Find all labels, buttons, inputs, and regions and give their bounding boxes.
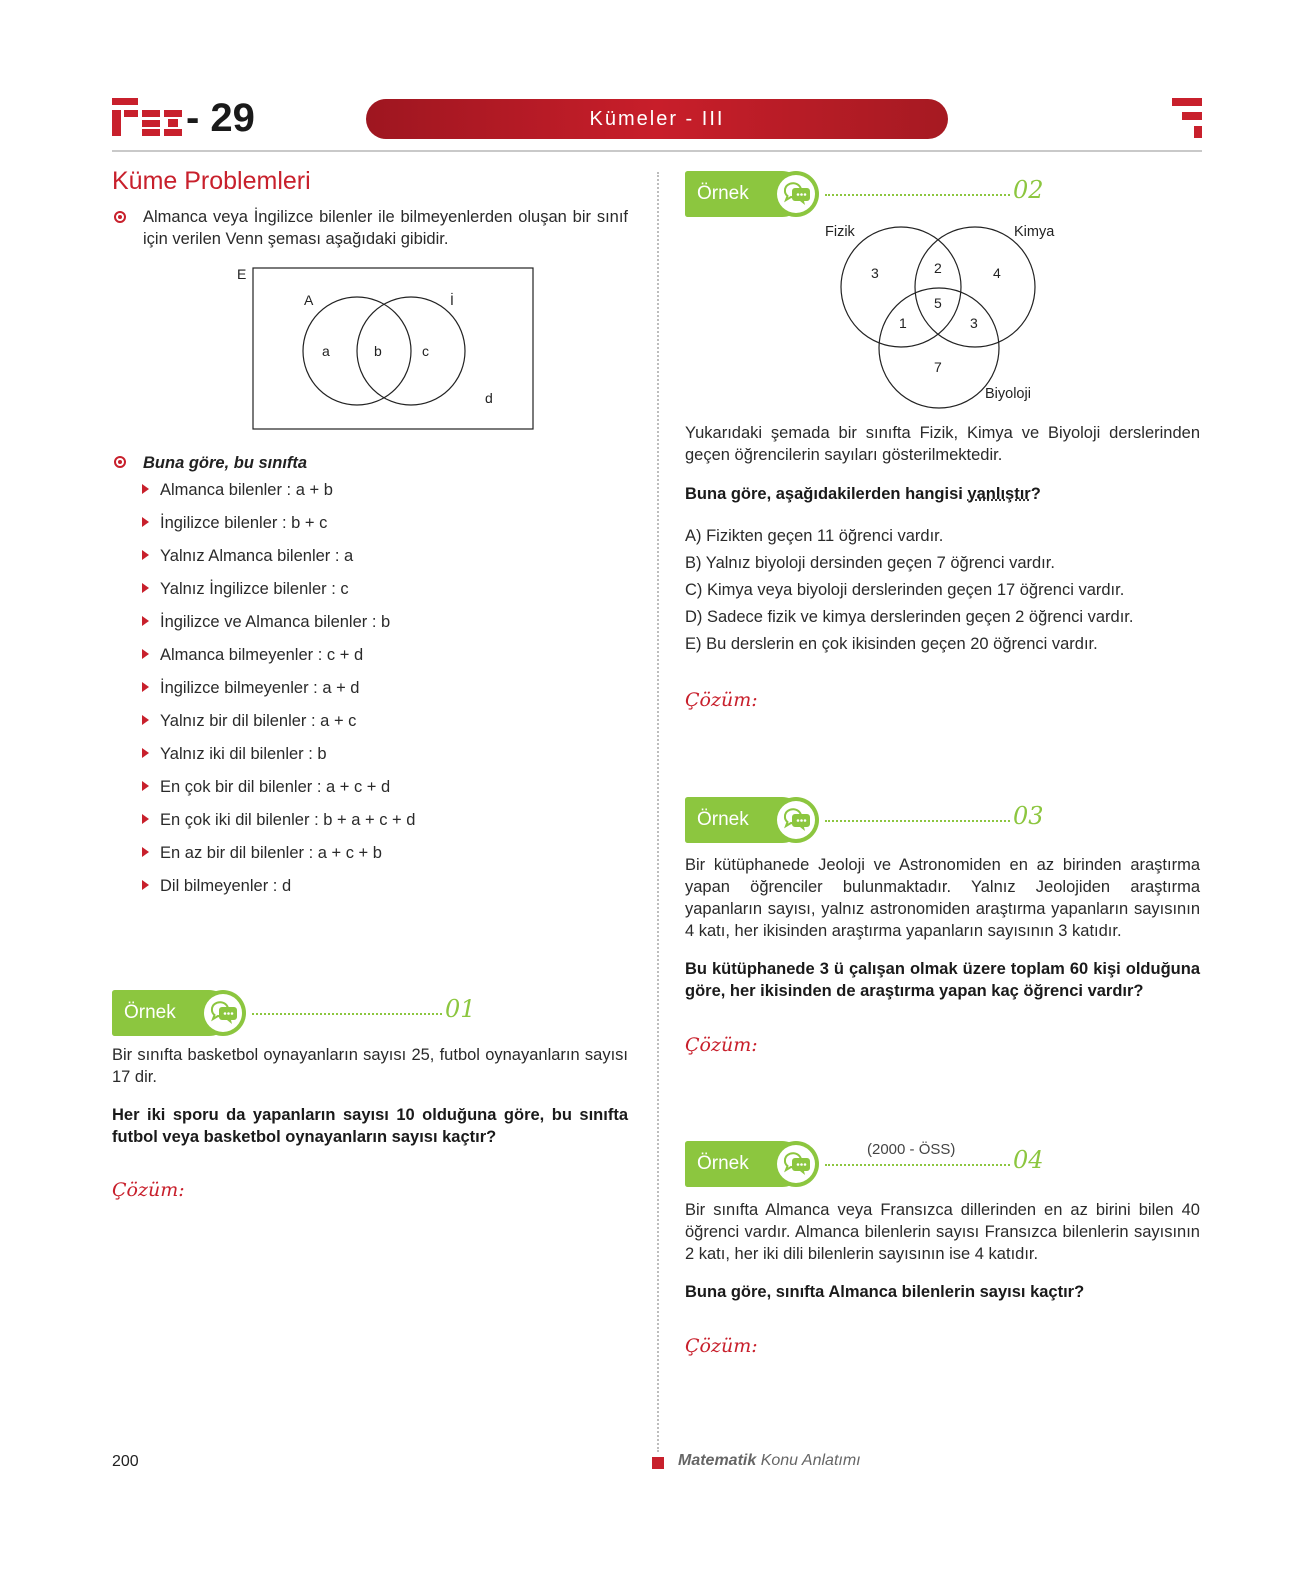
example-03-text: Bir kütüphanede Jeoloji ve Astronomiden en az birinden araştırma yapan öğrenciler bulunmaktadır. Yalnız Jeolojiden araştırma yapanların sayısı, yalnız astronomiden araştırma yapanların sayısının 4 katı, her ikisinden araştırma yapanların sayısının 3 katıdır.: [685, 856, 1200, 940]
venn-diagram-languages: [236, 263, 536, 433]
triangle-bullet-icon: [142, 781, 149, 791]
ornek-badge-03: [685, 797, 820, 843]
faz-logo: [112, 98, 182, 136]
example-number: 01: [445, 995, 476, 1023]
book-title: Matematik Konu Anlatımı: [678, 1452, 861, 1469]
list-heading: Buna göre, bu sınıfta: [143, 454, 308, 472]
example-01-question: Her iki sporu da yapanların sayısı 10 olduğuna göre, bu sınıfta futbol veya basketbol oynayanların sayısı kaçtır?: [112, 1106, 628, 1146]
triangle-bullet-icon: [142, 649, 149, 659]
region-fizik-biyoloji: 1: [899, 315, 907, 331]
label-kimya: Kimya: [1014, 224, 1055, 240]
example-02-question: Buna göre, aşağıdakilerden hangisi yanlıştır?: [685, 485, 1041, 503]
example-01-text: Bir sınıfta basketbol oynayanların sayısı 25, futbol oynayanların sayısı 17 dir.: [112, 1046, 628, 1086]
venn-diagram-subjects: [815, 220, 1055, 410]
speech-bubble-icon: [781, 179, 811, 209]
speech-bubble-icon: [208, 998, 238, 1028]
venn-label-a: A: [304, 292, 314, 308]
speech-bubble-icon: [781, 1149, 811, 1179]
venn-region-b: b: [374, 343, 382, 359]
triangle-bullet-icon: [142, 517, 149, 527]
option-b: B) Yalnız biyoloji dersinden geçen 7 öğrenci vardır.: [685, 554, 1055, 572]
region-only-fizik: 3: [871, 265, 879, 281]
dotted-leader: [825, 194, 1010, 196]
example-number: 04: [1013, 1146, 1044, 1174]
ornek-badge-04: [685, 1141, 820, 1187]
venn-region-a: a: [322, 343, 330, 359]
venn-label-e: E: [237, 266, 247, 282]
label-fizik: Fizik: [825, 224, 855, 240]
ornek-label: Örnek: [697, 1153, 749, 1174]
region-only-biyoloji: 7: [934, 359, 942, 375]
triangle-bullet-icon: [142, 847, 149, 857]
ornek-label: Örnek: [124, 1002, 176, 1023]
list-item: En çok bir dil bilenler : a + c + d: [142, 778, 390, 797]
region-fizik-kimya: 2: [934, 260, 942, 276]
dotted-leader: [825, 1164, 1010, 1166]
triangle-bullet-icon: [142, 550, 149, 560]
exam-source: (2000 - ÖSS): [867, 1141, 956, 1158]
region-all-three: 5: [934, 295, 942, 311]
list-item: Almanca bilmeyenler : c + d: [142, 646, 363, 665]
list-item: Yalnız İngilizce bilenler : c: [142, 580, 349, 599]
list-item: İngilizce bilmeyenler : a + d: [142, 679, 359, 698]
intro-text: Almanca veya İngilizce bilenler ile bilmeyenlerden oluşan bir sınıf için verilen Venn şeması aşağıdaki gibidir.: [143, 208, 628, 248]
list-item: Dil bilmeyenler : d: [142, 877, 291, 896]
page-number: 200: [112, 1453, 139, 1470]
lesson-number: - 29: [186, 96, 255, 140]
triangle-bullet-icon: [142, 682, 149, 692]
footer-square-icon: [652, 1457, 664, 1469]
emphasis-word: yanlıştır: [967, 485, 1031, 503]
ornek-badge-01: [112, 990, 247, 1036]
ornek-label: Örnek: [697, 183, 749, 204]
example-04-question: Buna göre, sınıfta Almanca bilenlerin sayısı kaçtır?: [685, 1283, 1085, 1301]
list-item: Yalnız iki dil bilenler : b: [142, 745, 327, 764]
section-title: Küme Problemleri: [112, 167, 311, 195]
label-biyoloji: Biyoloji: [985, 386, 1031, 402]
solution-label: Çözüm:: [685, 1335, 758, 1357]
option-e: E) Bu derslerin en çok ikisinden geçen 20 öğrenci vardır.: [685, 635, 1098, 653]
corner-logo-icon: [1172, 98, 1202, 138]
option-d: D) Sadece fizik ve kimya derslerinden geçen 2 öğrenci vardır.: [685, 608, 1134, 626]
venn-label-i: İ: [450, 292, 454, 308]
solution-label: Çözüm:: [685, 689, 758, 711]
example-number: 02: [1013, 176, 1044, 204]
header-divider: [112, 150, 1202, 152]
list-item: En az bir dil bilenler : a + c + b: [142, 844, 382, 863]
list-item: En çok iki dil bilenler : b + a + c + d: [142, 811, 415, 830]
list-item: İngilizce ve Almanca bilenler : b: [142, 613, 390, 632]
solution-label: Çözüm:: [685, 1034, 758, 1056]
bullet-icon: [114, 211, 126, 223]
region-kimya-biyoloji: 3: [970, 315, 978, 331]
triangle-bullet-icon: [142, 748, 149, 758]
triangle-bullet-icon: [142, 880, 149, 890]
list-item: Almanca bilenler : a + b: [142, 481, 333, 500]
list-item: İngilizce bilenler : b + c: [142, 514, 327, 533]
dotted-leader: [825, 820, 1010, 822]
ornek-badge-02: [685, 171, 820, 217]
ornek-label: Örnek: [697, 809, 749, 830]
option-c: C) Kimya veya biyoloji derslerinden geçen 17 öğrenci vardır.: [685, 581, 1125, 599]
example-02-text: Yukarıdaki şemada bir sınıfta Fizik, Kimya ve Biyoloji derslerinden geçen öğrencilerin sayıları gösterilmektedir.: [685, 424, 1200, 464]
bullet-icon: [114, 456, 126, 468]
example-04-text: Bir sınıfta Almanca veya Fransızca dillerinden en az birini bilen 40 öğrenci vardır. Almanca bilenlerin sayısı Fransızca bilenlerin sayısının 2 katı, her iki dili bilenlerin sayısının ise 4 katıdır.: [685, 1201, 1200, 1263]
triangle-bullet-icon: [142, 583, 149, 593]
topic-title-bar: Kümeler - III: [366, 99, 948, 139]
speech-bubble-icon: [781, 805, 811, 835]
example-03-question: Bu kütüphanede 3 ü çalışan olmak üzere toplam 60 kişi olduğuna göre, her ikisinden de araştırma yapan kaç öğrenci vardır?: [685, 960, 1200, 1000]
triangle-bullet-icon: [142, 715, 149, 725]
triangle-bullet-icon: [142, 484, 149, 494]
region-only-kimya: 4: [993, 265, 1001, 281]
option-a: A) Fizikten geçen 11 öğrenci vardır.: [685, 527, 944, 545]
venn-region-d: d: [485, 390, 493, 406]
example-number: 03: [1013, 802, 1044, 830]
column-divider: [657, 172, 659, 1452]
triangle-bullet-icon: [142, 814, 149, 824]
triangle-bullet-icon: [142, 616, 149, 626]
dotted-leader: [252, 1013, 442, 1015]
solution-label: Çözüm:: [112, 1179, 185, 1201]
list-item: Yalnız bir dil bilenler : a + c: [142, 712, 356, 731]
list-item: Yalnız Almanca bilenler : a: [142, 547, 353, 566]
venn-region-c: c: [422, 343, 429, 359]
